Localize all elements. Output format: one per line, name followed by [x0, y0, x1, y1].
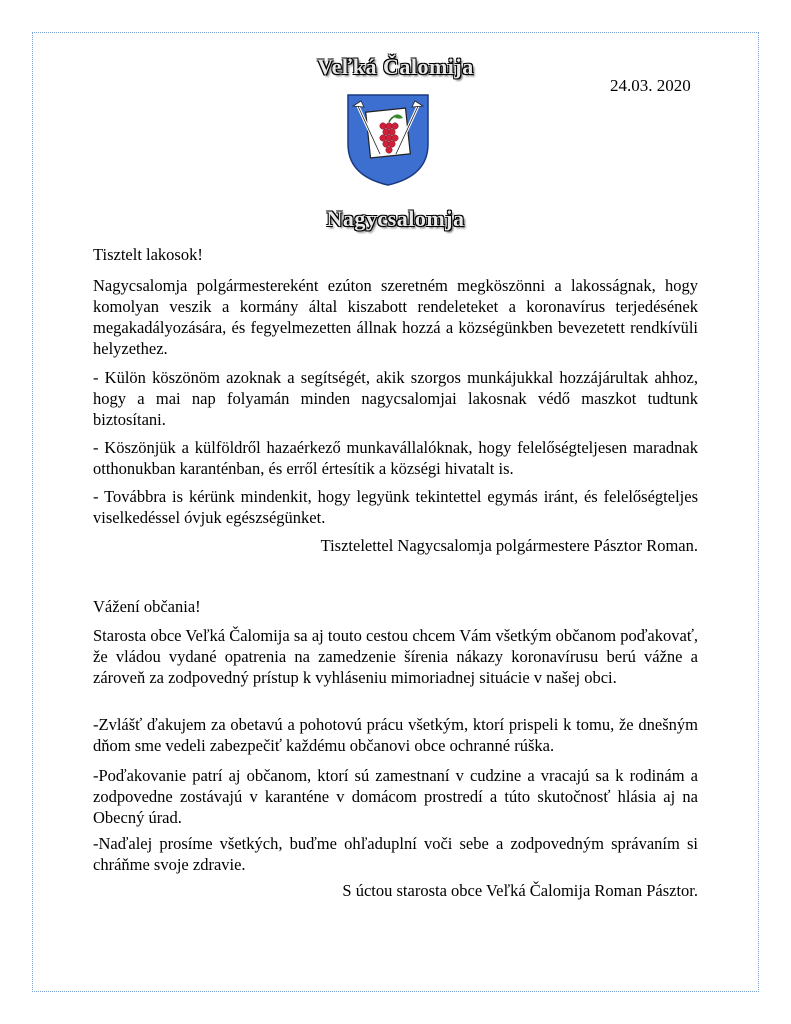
hu-paragraph-4: - Továbbra is kérünk mindenkit, hogy legyünk tekintettel egymás iránt, és felelőségteljes viselkedéssel óvjuk egészségünket. — [93, 487, 698, 527]
sk-paragraph-1: Starosta obce Veľká Čalomija sa aj touto cestou chcem Vám všetkým občanom poďakovať, že vládou vydané opatrenia na zamedzenie šírenia nákazy koronavírusu berú vážne a zároveň za zodpovedný prístup k vyhláseniu mimoriadnej situácie v našej obci. — [93, 626, 698, 687]
hu-paragraph-1: Nagycsalomja polgármestereként ezúton szeretném megköszönni a lakosságnak, hogy komolyan veszik a kormány által kiszabott rendeleteket a koronavírus terjedésének megakadályozására, és fegyelmezetten állnak hozzá a községünkben bevezetett rendkívüli helyzethez. — [93, 276, 698, 358]
sk-paragraph-3: -Poďakovanie patrí aj občanom, ktorí sú zamestnaní v cudzine a vracajú sa k rodinám a zodpovedne zostávajú v karanténe v domácom prostredí a túto skutočnosť hlásia aj na Obecný úrad. — [93, 766, 698, 827]
hu-greeting: Tisztelt lakosok! — [93, 245, 203, 264]
title-sk: Veľká Čalomija — [317, 54, 474, 79]
title-hu: Nagycsalomja — [326, 206, 465, 231]
hu-paragraph-2: - Külön köszönöm azoknak a segítségét, akik szorgos munkájukkal hozzájárultak ahhoz, hogy a mai nap folyamán minden nagycsalomjai lakosnak védő maszkot tudtunk biztosítani. — [93, 368, 698, 429]
hu-paragraph-3: - Köszönjük a külföldről hazaérkező munkavállalóknak, hogy felelőségteljesen maradnak otthonukban karanténban, és erről értesítik a községi hivatalt is. — [93, 438, 698, 478]
sk-paragraph-2: -Zvlášť ďakujem za obetavú a pohotovú prácu všetkým, ktorí prispeli k tomu, že dnešným dňom sme vedeli zabezpečiť každému občanovi obce ochranné rúška. — [93, 715, 698, 755]
title-hu-logo — [0, 206, 791, 232]
sk-signature: S úctou starosta obce Veľká Čalomija Roman Pásztor. — [342, 881, 698, 900]
sk-paragraph-4: -Naďalej prosíme všetkých, buďme ohľaduplní voči sebe a zodpovedným správaním si chráňme svoje zdravie. — [93, 834, 698, 874]
sk-greeting: Vážení občania! — [93, 597, 201, 616]
document-date: 24.03. 2020 — [610, 76, 691, 95]
hu-signature: Tisztelettel Nagycsalomja polgármestere Pásztor Roman. — [320, 536, 698, 555]
municipal-coat-of-arms-icon — [345, 92, 431, 188]
